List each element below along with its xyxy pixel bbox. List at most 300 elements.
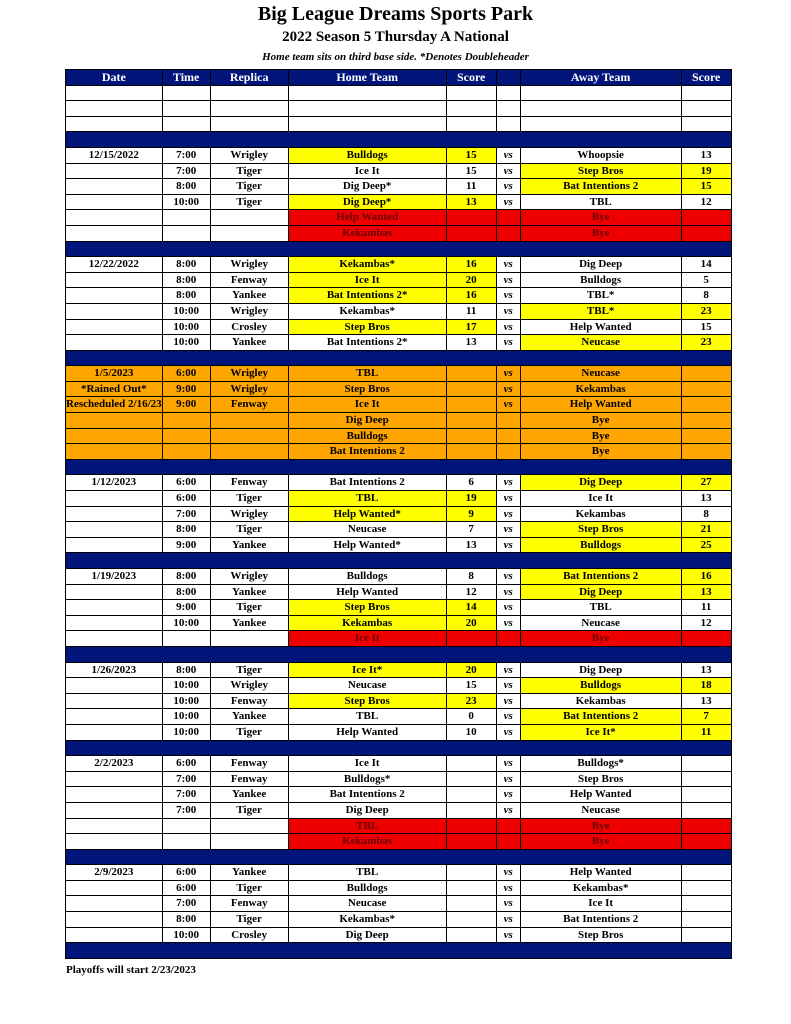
away-team-cell: Bye	[520, 818, 681, 834]
vs-cell: vs	[496, 709, 520, 725]
replica-cell: Yankee	[210, 615, 288, 631]
away-team-cell: TBL*	[520, 303, 681, 319]
time-cell: 10:00	[162, 693, 210, 709]
game-row	[66, 865, 732, 881]
date-cell: Rescheduled 2/16/23	[66, 397, 163, 413]
vs-cell: vs	[496, 912, 520, 928]
home-score-cell	[446, 865, 496, 881]
away-team-cell: Neucase	[520, 802, 681, 818]
week-divider	[66, 943, 732, 959]
week-divider	[66, 241, 732, 257]
replica-cell: Fenway	[210, 272, 288, 288]
away-score-cell: 15	[681, 319, 731, 335]
page-title: Big League Dreams Sports Park	[257, 3, 534, 25]
time-cell	[162, 631, 210, 647]
replica-cell: Tiger	[210, 724, 288, 740]
time-cell: 6:00	[162, 475, 210, 491]
away-score-cell	[681, 397, 731, 413]
time-cell: 6:00	[162, 366, 210, 382]
date-cell	[66, 303, 163, 319]
replica-cell: Crosley	[210, 319, 288, 335]
time-cell: 10:00	[162, 319, 210, 335]
vs-cell	[496, 413, 520, 429]
time-cell: 6:00	[162, 491, 210, 507]
replica-cell: Fenway	[210, 475, 288, 491]
away-team-cell: Dig Deep	[520, 475, 681, 491]
game-row	[66, 584, 732, 600]
away-team-cell: Bat Intentions 2	[520, 709, 681, 725]
week-divider	[66, 350, 732, 366]
away-team-cell: Ice It*	[520, 724, 681, 740]
week-divider	[66, 132, 732, 148]
vs-cell: vs	[496, 662, 520, 678]
game-row	[66, 428, 732, 444]
home-team-cell: Bat Intentions 2	[288, 475, 446, 491]
home-team-cell: Help Wanted	[288, 724, 446, 740]
vs-cell: vs	[496, 756, 520, 772]
time-cell: 10:00	[162, 678, 210, 694]
date-cell	[66, 787, 163, 803]
away-team-cell: Bye	[520, 413, 681, 429]
away-team-cell: Bye	[520, 444, 681, 460]
time-cell: 8:00	[162, 522, 210, 538]
date-cell	[66, 444, 163, 460]
vs-cell	[496, 210, 520, 226]
game-row	[66, 225, 732, 241]
game-row	[66, 163, 732, 179]
away-score-cell: 27	[681, 475, 731, 491]
home-score-cell	[446, 413, 496, 429]
away-score-cell	[681, 880, 731, 896]
time-cell: 10:00	[162, 709, 210, 725]
time-cell: 7:00	[162, 787, 210, 803]
game-row	[66, 194, 732, 210]
away-team-cell: Bulldogs	[520, 272, 681, 288]
home-score-cell: 9	[446, 506, 496, 522]
home-team-cell: Kekambas	[288, 615, 446, 631]
header-row	[66, 70, 732, 86]
away-score-cell: 15	[681, 179, 731, 195]
home-team-cell: Ice It	[288, 163, 446, 179]
home-team-cell: Ice It*	[288, 662, 446, 678]
game-row	[66, 444, 732, 460]
vs-cell: vs	[496, 147, 520, 163]
time-cell: 8:00	[162, 179, 210, 195]
home-team-cell: TBL	[288, 818, 446, 834]
time-cell: 8:00	[162, 584, 210, 600]
home-score-cell: 20	[446, 615, 496, 631]
home-team-cell: Bulldogs	[288, 147, 446, 163]
date-cell	[66, 818, 163, 834]
week-divider	[66, 553, 732, 569]
date-cell	[66, 724, 163, 740]
home-team-cell: Bulldogs*	[288, 771, 446, 787]
game-row	[66, 600, 732, 616]
away-team-cell: Bye	[520, 428, 681, 444]
away-score-cell: 12	[681, 194, 731, 210]
home-team-cell: Neucase	[288, 896, 446, 912]
home-score-cell	[446, 771, 496, 787]
away-score-cell	[681, 912, 731, 928]
date-cell	[66, 771, 163, 787]
date-cell	[66, 335, 163, 351]
date-cell	[66, 537, 163, 553]
home-team-cell: Step Bros	[288, 381, 446, 397]
game-row	[66, 693, 732, 709]
home-team-cell: Help Wanted	[288, 584, 446, 600]
date-cell	[66, 522, 163, 538]
time-cell: 10:00	[162, 724, 210, 740]
date-cell	[66, 272, 163, 288]
away-score-cell	[681, 444, 731, 460]
away-score-cell: 8	[681, 506, 731, 522]
home-score-cell	[446, 366, 496, 382]
time-cell: 8:00	[162, 662, 210, 678]
away-score-cell	[681, 381, 731, 397]
away-team-cell: Bulldogs	[520, 678, 681, 694]
time-cell	[162, 428, 210, 444]
vs-cell: vs	[496, 194, 520, 210]
away-score-cell: 14	[681, 257, 731, 273]
home-score-cell	[446, 802, 496, 818]
col-home-score-header: Score	[446, 70, 496, 86]
vs-cell: vs	[496, 257, 520, 273]
date-cell	[66, 179, 163, 195]
time-cell: 6:00	[162, 865, 210, 881]
home-team-cell: Bulldogs	[288, 569, 446, 585]
home-team-cell: Step Bros	[288, 693, 446, 709]
home-team-cell: Kekambas	[288, 834, 446, 850]
replica-cell: Yankee	[210, 709, 288, 725]
week-divider	[66, 740, 732, 756]
vs-cell: vs	[496, 397, 520, 413]
time-cell	[162, 210, 210, 226]
away-score-cell: 23	[681, 303, 731, 319]
home-score-cell	[446, 912, 496, 928]
home-team-cell: Dig Deep	[288, 413, 446, 429]
time-cell: 6:00	[162, 880, 210, 896]
date-cell	[66, 693, 163, 709]
home-team-cell: Bat Intentions 2*	[288, 335, 446, 351]
date-cell	[66, 802, 163, 818]
away-score-cell	[681, 771, 731, 787]
game-row	[66, 147, 732, 163]
time-cell: 9:00	[162, 537, 210, 553]
away-team-cell: Neucase	[520, 615, 681, 631]
home-team-cell: Bat Intentions 2	[288, 444, 446, 460]
vs-cell: vs	[496, 288, 520, 304]
game-row	[66, 366, 732, 382]
home-team-cell: Bulldogs	[288, 880, 446, 896]
game-row	[66, 413, 732, 429]
away-team-cell: Bye	[520, 631, 681, 647]
game-row	[66, 678, 732, 694]
game-row	[66, 397, 732, 413]
away-team-cell: Bat Intentions 2	[520, 912, 681, 928]
date-cell	[66, 428, 163, 444]
vs-cell: vs	[496, 896, 520, 912]
vs-cell: vs	[496, 615, 520, 631]
away-score-cell: 25	[681, 537, 731, 553]
home-team-cell: Ice It	[288, 756, 446, 772]
date-cell: 1/5/2023	[66, 366, 163, 382]
away-team-cell: Help Wanted	[520, 865, 681, 881]
game-row	[66, 756, 732, 772]
away-team-cell: Dig Deep	[520, 257, 681, 273]
vs-cell: vs	[496, 491, 520, 507]
home-score-cell: 14	[446, 600, 496, 616]
home-score-cell	[446, 927, 496, 943]
col-away-team-header: Away Team	[520, 70, 681, 86]
away-score-cell	[681, 366, 731, 382]
home-team-cell: Dig Deep	[288, 927, 446, 943]
game-row	[66, 662, 732, 678]
replica-cell: Wrigley	[210, 381, 288, 397]
vs-cell	[496, 818, 520, 834]
home-score-cell	[446, 631, 496, 647]
game-row	[66, 724, 732, 740]
home-team-cell: Neucase	[288, 678, 446, 694]
vs-cell: vs	[496, 537, 520, 553]
replica-cell: Tiger	[210, 194, 288, 210]
home-team-cell: TBL	[288, 709, 446, 725]
replica-cell: Fenway	[210, 771, 288, 787]
away-team-cell: Step Bros	[520, 163, 681, 179]
date-cell	[66, 631, 163, 647]
away-team-cell: Dig Deep	[520, 584, 681, 600]
time-cell: 10:00	[162, 194, 210, 210]
replica-cell: Wrigley	[210, 257, 288, 273]
date-cell	[66, 927, 163, 943]
home-score-cell	[446, 818, 496, 834]
home-score-cell: 17	[446, 319, 496, 335]
game-row	[66, 896, 732, 912]
date-cell	[66, 912, 163, 928]
time-cell	[162, 413, 210, 429]
away-team-cell: Step Bros	[520, 927, 681, 943]
game-row	[66, 210, 732, 226]
away-team-cell: Bulldogs*	[520, 756, 681, 772]
replica-cell: Fenway	[210, 397, 288, 413]
replica-cell: Fenway	[210, 896, 288, 912]
home-team-cell: Bat Intentions 2*	[288, 288, 446, 304]
date-cell	[66, 678, 163, 694]
away-score-cell: 13	[681, 147, 731, 163]
game-row	[66, 381, 732, 397]
away-score-cell: 23	[681, 335, 731, 351]
replica-cell: Yankee	[210, 584, 288, 600]
replica-cell: Tiger	[210, 600, 288, 616]
home-team-cell: Ice It	[288, 631, 446, 647]
vs-cell	[496, 834, 520, 850]
date-cell: 2/2/2023	[66, 756, 163, 772]
home-team-cell: Ice It	[288, 272, 446, 288]
time-cell: 8:00	[162, 288, 210, 304]
home-score-cell: 13	[446, 194, 496, 210]
home-team-cell: Dig Deep*	[288, 179, 446, 195]
away-team-cell: Neucase	[520, 335, 681, 351]
blank-row	[66, 85, 732, 101]
game-row	[66, 834, 732, 850]
away-score-cell	[681, 413, 731, 429]
replica-cell	[210, 413, 288, 429]
home-score-cell: 15	[446, 163, 496, 179]
date-cell: 2/9/2023	[66, 865, 163, 881]
col-away-score-header: Score	[681, 70, 731, 86]
home-score-cell: 19	[446, 491, 496, 507]
home-score-cell	[446, 444, 496, 460]
home-score-cell	[446, 834, 496, 850]
replica-cell: Yankee	[210, 865, 288, 881]
week-divider	[66, 646, 732, 662]
footer-note: Playoffs will start 2/23/2023	[66, 964, 196, 976]
replica-cell: Tiger	[210, 179, 288, 195]
time-cell: 7:00	[162, 771, 210, 787]
home-team-cell: Step Bros	[288, 600, 446, 616]
home-team-cell: Help Wanted*	[288, 537, 446, 553]
game-row	[66, 709, 732, 725]
away-score-cell: 11	[681, 724, 731, 740]
date-cell	[66, 319, 163, 335]
away-team-cell: TBL	[520, 194, 681, 210]
time-cell: 10:00	[162, 615, 210, 631]
date-cell	[66, 615, 163, 631]
home-score-cell	[446, 756, 496, 772]
away-score-cell	[681, 428, 731, 444]
away-score-cell	[681, 927, 731, 943]
header-note: Home team sits on third base side. *Denotes Doubleheader	[262, 51, 529, 63]
home-team-cell: TBL	[288, 491, 446, 507]
away-score-cell	[681, 631, 731, 647]
time-cell	[162, 444, 210, 460]
time-cell: 9:00	[162, 600, 210, 616]
home-team-cell: Bulldogs	[288, 428, 446, 444]
away-score-cell: 12	[681, 615, 731, 631]
home-score-cell: 16	[446, 288, 496, 304]
home-score-cell	[446, 896, 496, 912]
vs-cell: vs	[496, 693, 520, 709]
time-cell: 7:00	[162, 506, 210, 522]
vs-cell	[496, 444, 520, 460]
date-cell	[66, 600, 163, 616]
replica-cell: Tiger	[210, 880, 288, 896]
date-cell: 1/26/2023	[66, 662, 163, 678]
date-cell	[66, 896, 163, 912]
home-score-cell	[446, 787, 496, 803]
date-cell	[66, 413, 163, 429]
game-row	[66, 880, 732, 896]
away-team-cell: TBL*	[520, 288, 681, 304]
replica-cell	[210, 428, 288, 444]
date-cell	[66, 225, 163, 241]
replica-cell: Tiger	[210, 802, 288, 818]
time-cell: 7:00	[162, 163, 210, 179]
game-row	[66, 569, 732, 585]
away-team-cell: Help Wanted	[520, 319, 681, 335]
game-row	[66, 272, 732, 288]
away-team-cell: Bat Intentions 2	[520, 179, 681, 195]
vs-cell: vs	[496, 584, 520, 600]
home-team-cell: Ice It	[288, 397, 446, 413]
vs-cell: vs	[496, 163, 520, 179]
page-subtitle: 2022 Season 5 Thursday A National	[282, 29, 509, 45]
away-team-cell: Help Wanted	[520, 397, 681, 413]
home-score-cell: 8	[446, 569, 496, 585]
home-score-cell	[446, 210, 496, 226]
date-cell: 12/15/2022	[66, 147, 163, 163]
date-cell	[66, 584, 163, 600]
game-row	[66, 506, 732, 522]
home-score-cell: 12	[446, 584, 496, 600]
vs-cell	[496, 225, 520, 241]
away-score-cell: 5	[681, 272, 731, 288]
away-score-cell	[681, 865, 731, 881]
replica-cell: Yankee	[210, 787, 288, 803]
vs-cell: vs	[496, 522, 520, 538]
home-score-cell: 16	[446, 257, 496, 273]
away-team-cell: Whoopsie	[520, 147, 681, 163]
replica-cell	[210, 834, 288, 850]
away-score-cell: 13	[681, 693, 731, 709]
vs-cell: vs	[496, 381, 520, 397]
date-cell: 12/22/2022	[66, 257, 163, 273]
time-cell: 9:00	[162, 381, 210, 397]
home-score-cell: 13	[446, 335, 496, 351]
replica-cell	[210, 818, 288, 834]
away-score-cell	[681, 210, 731, 226]
home-score-cell	[446, 381, 496, 397]
time-cell: 6:00	[162, 756, 210, 772]
vs-cell: vs	[496, 927, 520, 943]
home-score-cell: 20	[446, 272, 496, 288]
home-team-cell: Kekambas*	[288, 303, 446, 319]
home-team-cell: Kekambas*	[288, 257, 446, 273]
away-team-cell: Kekambas*	[520, 880, 681, 896]
time-cell: 7:00	[162, 896, 210, 912]
game-row	[66, 288, 732, 304]
schedule-table	[65, 69, 732, 959]
away-score-cell: 18	[681, 678, 731, 694]
away-score-cell	[681, 896, 731, 912]
replica-cell: Wrigley	[210, 569, 288, 585]
date-cell	[66, 288, 163, 304]
away-score-cell	[681, 756, 731, 772]
home-score-cell: 15	[446, 147, 496, 163]
home-team-cell: TBL	[288, 865, 446, 881]
col-vs-header	[496, 70, 520, 86]
game-row	[66, 257, 732, 273]
replica-cell: Tiger	[210, 912, 288, 928]
week-divider	[66, 459, 732, 475]
replica-cell: Wrigley	[210, 147, 288, 163]
game-row	[66, 818, 732, 834]
blank-row	[66, 116, 732, 132]
home-team-cell: Help Wanted	[288, 210, 446, 226]
away-score-cell	[681, 818, 731, 834]
blank-row	[66, 101, 732, 117]
date-cell	[66, 880, 163, 896]
week-divider	[66, 849, 732, 865]
date-cell: 1/12/2023	[66, 475, 163, 491]
col-replica-header: Replica	[210, 70, 288, 86]
vs-cell: vs	[496, 678, 520, 694]
vs-cell: vs	[496, 506, 520, 522]
away-score-cell	[681, 802, 731, 818]
date-cell	[66, 210, 163, 226]
time-cell: 8:00	[162, 912, 210, 928]
replica-cell: Tiger	[210, 522, 288, 538]
home-team-cell: Kekambas*	[288, 912, 446, 928]
